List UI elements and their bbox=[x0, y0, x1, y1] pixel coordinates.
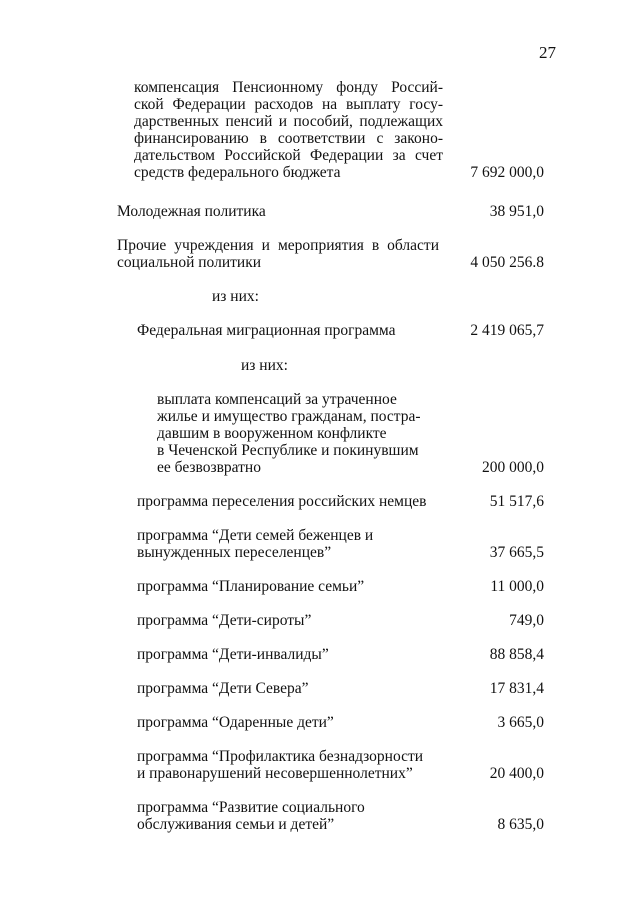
entry-label-line: из них: bbox=[212, 288, 259, 305]
entry-value: 51 517,6 bbox=[489, 493, 544, 510]
entry-value: 17 831,4 bbox=[489, 680, 544, 697]
entry-value: 749,0 bbox=[509, 612, 544, 629]
entry-label-line: обслуживания семьи и детей” bbox=[137, 816, 335, 833]
entry-label bbox=[137, 714, 334, 731]
entry-label bbox=[137, 612, 311, 629]
entry-label-line: программа “Дети Севера” bbox=[137, 680, 309, 697]
entry-label-line: социальной политики bbox=[117, 254, 262, 271]
entry-label-line: в Чеченской Республике и покинувшим bbox=[157, 442, 419, 459]
entry-label-line: и правонарушений несовершеннолетних” bbox=[137, 765, 413, 782]
entry-label-line: выплата компенсаций за утраченное bbox=[157, 391, 397, 408]
entry-label bbox=[157, 391, 421, 476]
entry-label bbox=[137, 322, 396, 339]
entry-label-line: программа “Развитие социального bbox=[137, 799, 365, 816]
entry-label bbox=[137, 493, 426, 510]
entry-label-line: программа переселения российских немцев bbox=[137, 493, 427, 510]
entry-label-line: программа “Планирование семьи” bbox=[137, 578, 365, 595]
entry-label-line: компенсация Пенсионному фонду Россий- bbox=[134, 79, 443, 96]
entry-label-line: Молодежная политика bbox=[117, 203, 266, 220]
entry-value: 20 400,0 bbox=[489, 765, 544, 782]
entry-label-line: ской Федерации расходов на выплату госу- bbox=[134, 96, 443, 113]
entry-label-line: Федеральная миграционная программа bbox=[137, 322, 396, 339]
entry-label bbox=[134, 79, 443, 181]
entry-value: 2 419 065,7 bbox=[470, 322, 544, 339]
entry-value: 11 000,0 bbox=[490, 578, 544, 595]
entry-label bbox=[137, 748, 423, 782]
entry-label bbox=[241, 357, 288, 374]
entry-value: 38 951,0 bbox=[489, 203, 544, 220]
entry-value: 37 665,5 bbox=[489, 544, 544, 561]
entry-label bbox=[137, 578, 364, 595]
entry-value: 88 858,4 bbox=[489, 646, 544, 663]
entry-value: 8 635,0 bbox=[497, 816, 544, 833]
entry-label-line: жилье и имущество гражданам, постра- bbox=[157, 408, 421, 425]
entry-label-line: дарственных пенсий и пособий, подлежащих bbox=[134, 113, 443, 130]
entry-label-line: программа “Дети-инвалиды” bbox=[137, 646, 329, 663]
entry-label-line: Прочие учреждения и мероприятия в области bbox=[117, 237, 439, 254]
entry-label bbox=[137, 646, 329, 663]
entry-label bbox=[137, 527, 373, 561]
entry-label-line: программа “Одаренные дети” bbox=[137, 714, 334, 731]
entry-label bbox=[212, 288, 259, 305]
entry-value: 3 665,0 bbox=[497, 714, 544, 731]
entry-label-line: вынужденных переселенцев” bbox=[137, 544, 332, 561]
entry-value: 7 692 000,0 bbox=[470, 164, 544, 181]
entry-label bbox=[117, 203, 266, 220]
entry-label-line: ее безвозвратно bbox=[157, 459, 261, 476]
entry-label-line: из них: bbox=[241, 357, 288, 374]
entry-label-line: программа “Дети семей беженцев и bbox=[137, 527, 374, 544]
entry-label-line: средств федерального бюджета bbox=[134, 164, 341, 181]
entry-label-line: программа “Профилактика безнадзорности bbox=[137, 748, 424, 765]
entry-label bbox=[137, 680, 309, 697]
entry-label bbox=[117, 237, 439, 271]
entry-label-line: давшим в вооруженном конфликте bbox=[157, 425, 387, 442]
entry-label bbox=[137, 799, 365, 833]
entry-value: 4 050 256.8 bbox=[470, 254, 544, 271]
entry-label-line: финансированию в соответствии с законо- bbox=[134, 130, 443, 147]
entry-label-line: программа “Дети-сироты” bbox=[137, 612, 312, 629]
page-number: 27 bbox=[539, 43, 556, 62]
entry-label-line: дательством Российской Федерации за счет bbox=[134, 147, 443, 164]
entry-value: 200 000,0 bbox=[482, 459, 544, 476]
